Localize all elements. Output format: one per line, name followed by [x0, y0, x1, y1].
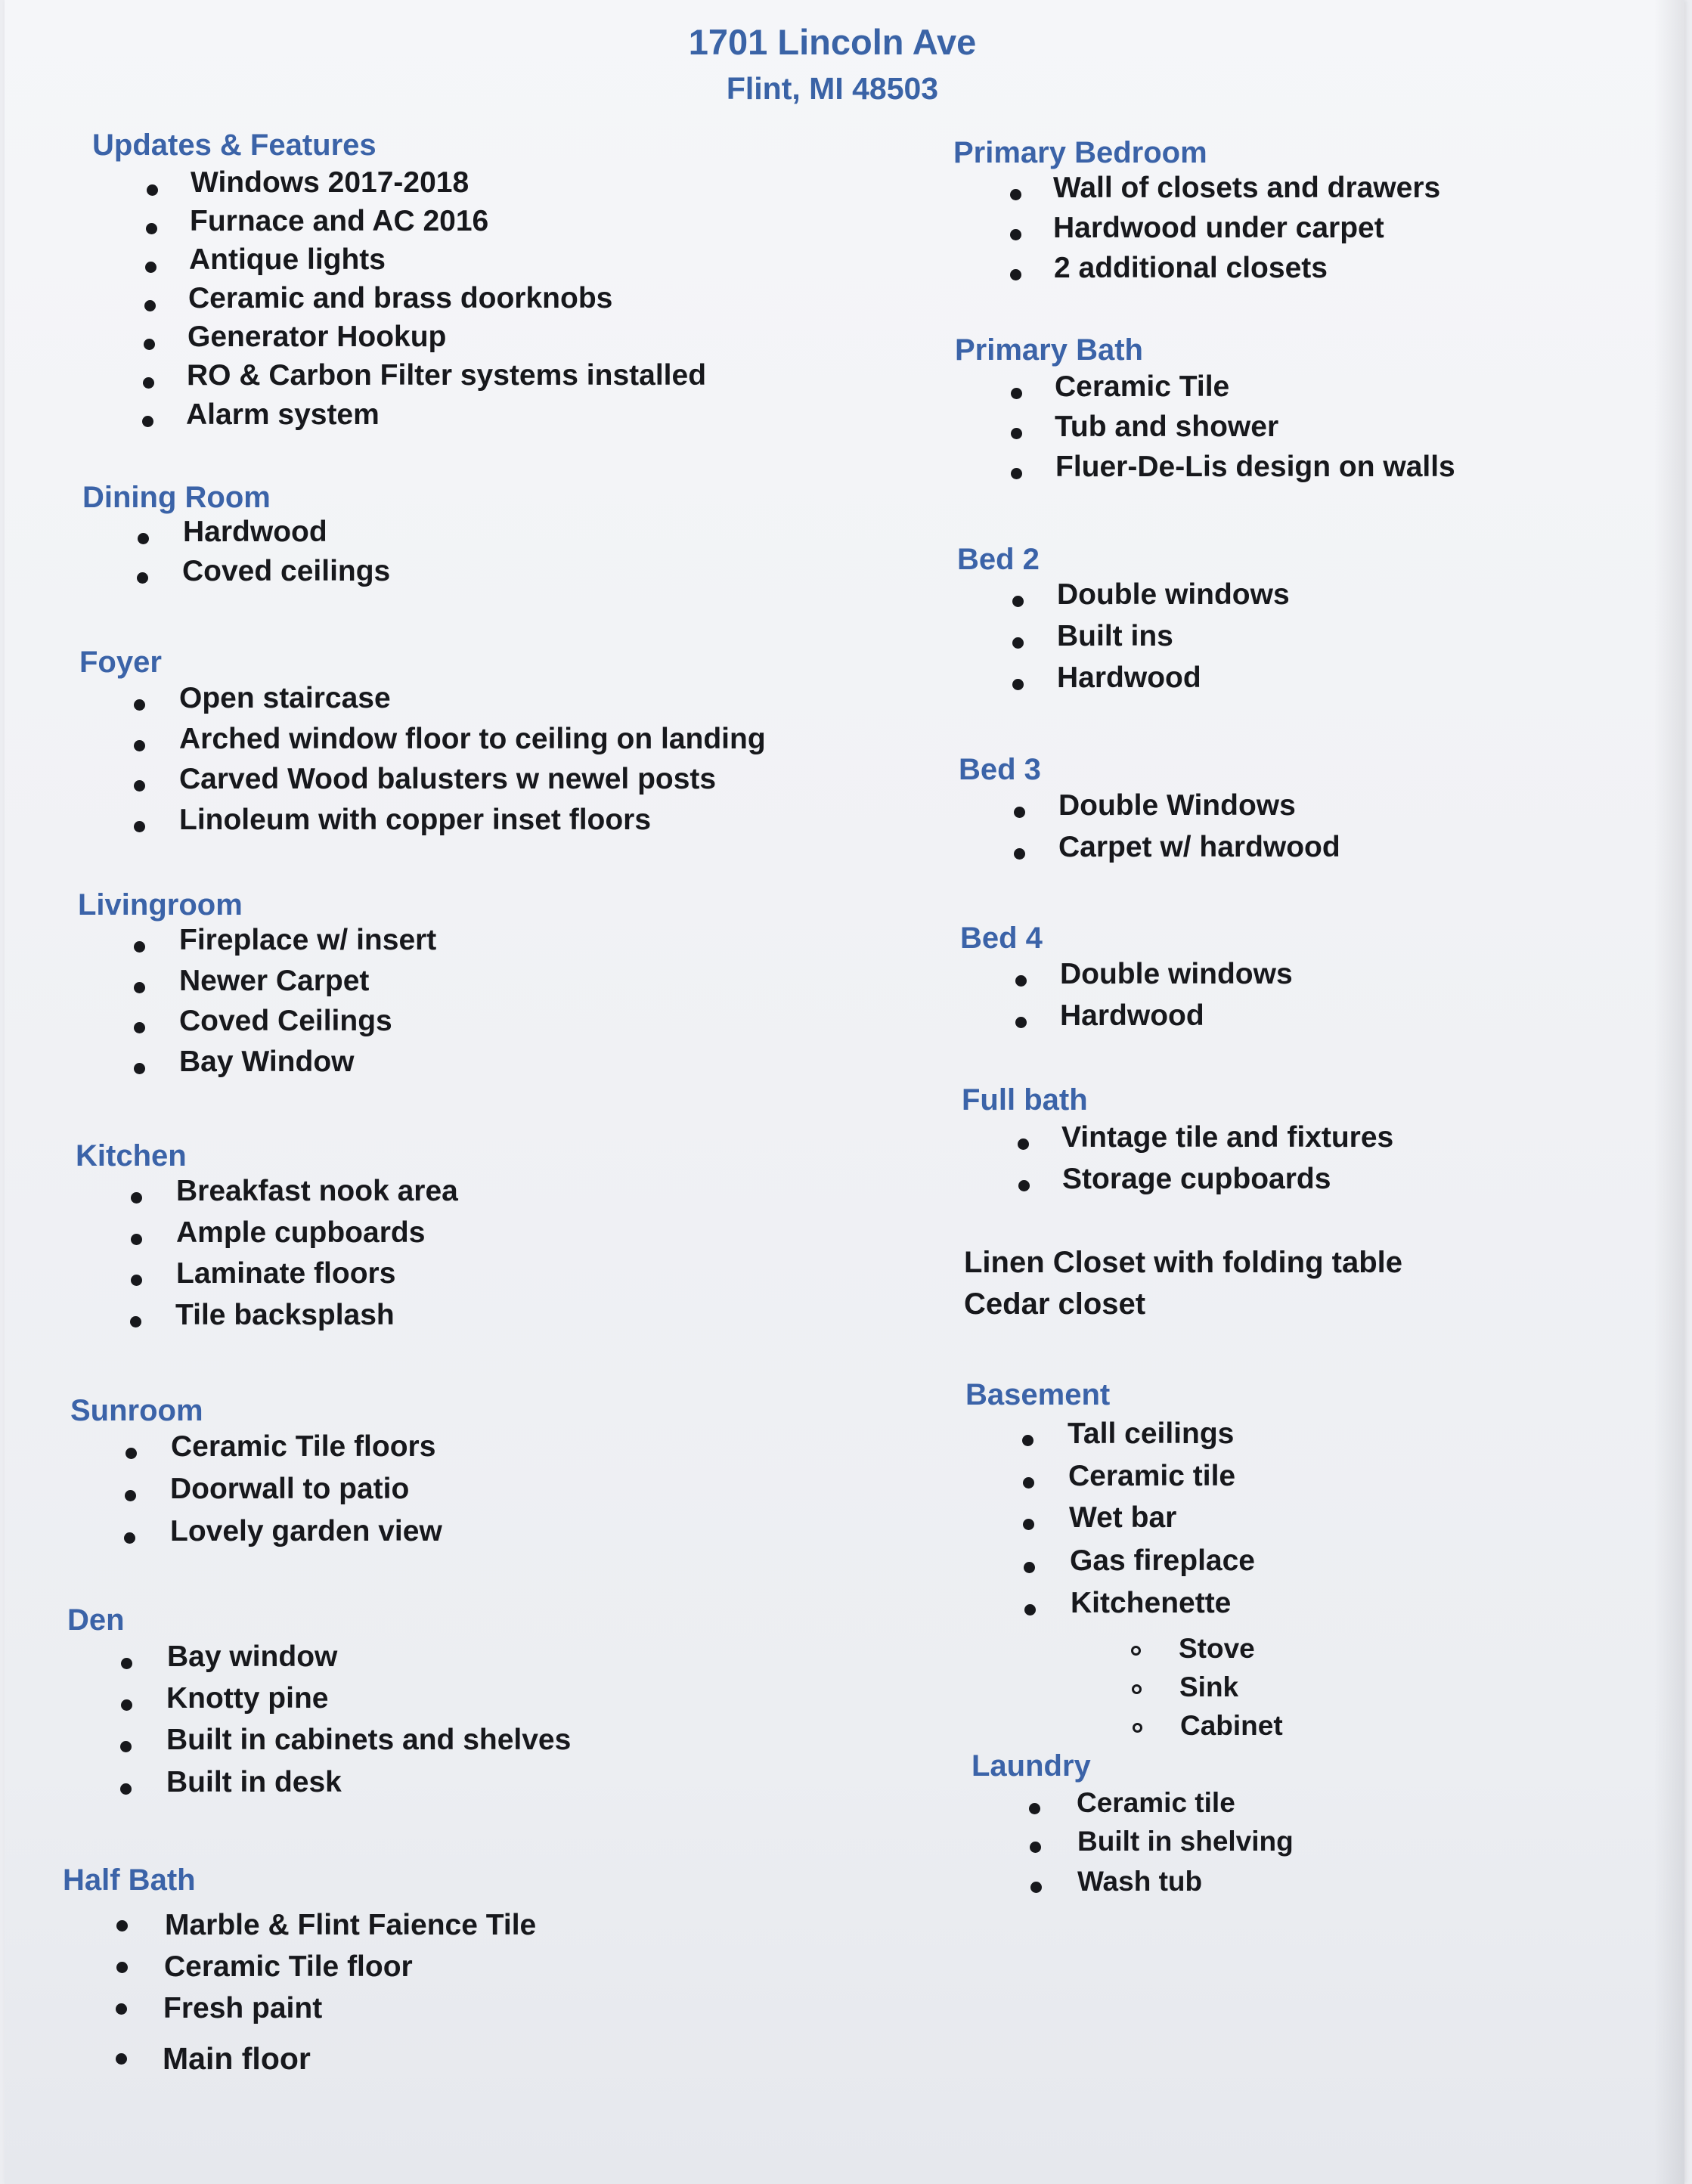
section-heading-livingroom: Livingroom	[78, 888, 243, 922]
list-item: Coved Ceilings	[179, 1005, 392, 1037]
list-item: Ceramic and brass doorknobs	[188, 282, 613, 314]
bullet-icon	[1030, 1882, 1042, 1893]
section-heading-laundry: Laundry	[972, 1749, 1091, 1783]
list-item: Double windows	[1057, 578, 1290, 611]
list-item: Tub and shower	[1055, 410, 1279, 443]
sub-bullet-icon	[1132, 1684, 1142, 1694]
list-item: Arched window floor to ceiling on landing	[179, 723, 766, 755]
bullet-icon	[126, 1448, 137, 1459]
list-item: Built in cabinets and shelves	[166, 1724, 572, 1756]
list-item: Doorwall to patio	[170, 1473, 410, 1505]
bullet-icon	[1018, 1138, 1029, 1150]
list-item: Hardwood under carpet	[1053, 212, 1384, 244]
list-item: Alarm system	[186, 398, 380, 431]
bullet-icon	[1029, 1803, 1040, 1814]
section-heading-sunroom: Sunroom	[70, 1394, 203, 1427]
bullet-icon	[130, 1316, 141, 1327]
list-item: Ceramic tile	[1077, 1787, 1235, 1818]
bullet-icon	[121, 1658, 132, 1669]
list-item: Fluer-De-Lis design on walls	[1055, 451, 1455, 483]
list-item: Wash tub	[1077, 1866, 1203, 1897]
section-heading-kitchen: Kitchen	[76, 1139, 187, 1173]
list-item: Bay window	[167, 1640, 338, 1673]
list-item: Hardwood	[1057, 661, 1201, 694]
bullet-icon	[134, 740, 145, 751]
bullet-icon	[134, 1063, 145, 1074]
bullet-icon	[134, 780, 145, 792]
list-item: Ample cupboards	[176, 1216, 426, 1249]
bullet-icon	[1010, 269, 1021, 280]
bullet-icon	[1023, 1477, 1034, 1489]
bullet-icon	[116, 2003, 127, 2015]
section-heading-dining: Dining Room	[82, 481, 271, 514]
list-item: Antique lights	[189, 243, 386, 276]
bullet-icon	[131, 1192, 142, 1204]
list-item: Knotty pine	[166, 1682, 329, 1715]
bullet-icon	[116, 1962, 128, 1973]
bullet-icon	[1012, 637, 1024, 649]
list-item: Built ins	[1057, 620, 1173, 652]
list-item: Bay Window	[179, 1046, 355, 1078]
section-heading-bed-2: Bed 2	[957, 543, 1040, 576]
bullet-icon	[116, 2053, 127, 2065]
section-heading-bed-4: Bed 4	[960, 922, 1043, 955]
bullet-icon	[134, 941, 145, 953]
section-heading-den: Den	[67, 1603, 125, 1637]
bullet-icon	[1014, 807, 1025, 818]
list-item: Wet bar	[1069, 1501, 1177, 1534]
bullet-icon	[1015, 975, 1027, 987]
bullet-icon	[121, 1699, 132, 1711]
bullet-icon	[147, 184, 158, 196]
list-item: Lovely garden view	[170, 1515, 442, 1547]
list-item: Main floor	[163, 2041, 311, 2076]
bullet-icon	[1011, 428, 1022, 439]
list-item: RO & Carbon Filter systems installed	[187, 359, 707, 392]
list-item: Marble & Flint Faience Tile	[165, 1909, 537, 1941]
list-item: Vintage tile and fixtures	[1061, 1121, 1394, 1154]
list-item: Carpet w/ hardwood	[1058, 831, 1340, 863]
list-item: Storage cupboards	[1062, 1163, 1331, 1195]
list-item: Linoleum with copper inset floors	[179, 804, 652, 836]
bullet-icon	[144, 300, 156, 311]
bullet-icon	[1024, 1604, 1036, 1616]
bullet-icon	[143, 377, 154, 389]
bullet-icon	[1011, 468, 1022, 479]
list-item: Double Windows	[1058, 789, 1296, 822]
bullet-icon	[137, 572, 148, 584]
list-item: Breakfast nook area	[176, 1175, 458, 1207]
document-page	[5, 0, 1684, 2184]
list-item: Coved ceilings	[182, 555, 391, 587]
bullet-icon	[142, 416, 153, 427]
sub-list-item: Stove	[1179, 1633, 1255, 1664]
bullet-icon	[144, 339, 155, 350]
section-heading-updates: Updates & Features	[92, 129, 377, 162]
list-item: Fresh paint	[163, 1992, 323, 2024]
section-heading-primary-bath: Primary Bath	[955, 333, 1143, 367]
list-item: Ceramic Tile floor	[164, 1950, 413, 1983]
bullet-icon	[1011, 388, 1022, 399]
bullet-icon	[134, 821, 145, 832]
bullet-icon	[1012, 596, 1024, 607]
bullet-icon	[138, 533, 149, 544]
section-heading-bed-3: Bed 3	[959, 753, 1041, 786]
list-item: Carved Wood balusters w newel posts	[179, 763, 717, 795]
address-title: 1701 Lincoln Ave	[688, 22, 977, 62]
bullet-icon	[1010, 189, 1021, 200]
bullet-icon	[1022, 1435, 1033, 1446]
list-item: Hardwood	[183, 516, 327, 548]
list-item: Open staircase	[179, 682, 391, 714]
list-item: Gas fireplace	[1070, 1544, 1255, 1577]
list-item: Laminate floors	[176, 1257, 396, 1290]
bullet-icon	[124, 1532, 135, 1544]
list-item: Ceramic Tile floors	[171, 1430, 436, 1463]
list-item: Windows 2017-2018	[191, 166, 469, 199]
list-item: Wall of closets and drawers	[1053, 172, 1441, 204]
bullet-icon	[1023, 1519, 1034, 1530]
bullet-icon	[125, 1490, 136, 1501]
bullet-icon	[134, 982, 145, 993]
bullet-icon	[1014, 848, 1025, 860]
bullet-icon	[131, 1234, 142, 1245]
section-heading-primary-bedroom: Primary Bedroom	[953, 136, 1207, 169]
sub-list-item: Sink	[1179, 1671, 1239, 1702]
bullet-icon	[134, 1022, 145, 1033]
note-cedar-closet: Cedar closet	[964, 1287, 1146, 1321]
list-item: Hardwood	[1060, 999, 1204, 1032]
section-heading-basement: Basement	[965, 1378, 1111, 1411]
bullet-icon	[146, 223, 157, 234]
list-item: 2 additional closets	[1054, 252, 1328, 284]
sub-bullet-icon	[1133, 1723, 1142, 1733]
note-linen-closet: Linen Closet with folding table	[964, 1246, 1402, 1279]
list-item: Built in desk	[166, 1766, 342, 1798]
section-heading-foyer: Foyer	[79, 646, 162, 679]
list-item: Newer Carpet	[179, 965, 370, 997]
bullet-icon	[1030, 1842, 1041, 1853]
bullet-icon	[1010, 229, 1021, 240]
bullet-icon	[116, 1920, 128, 1932]
list-item: Ceramic tile	[1068, 1460, 1236, 1492]
list-item: Tall ceilings	[1068, 1417, 1235, 1450]
sub-list-item: Cabinet	[1180, 1710, 1283, 1741]
section-heading-half-bath: Half Bath	[63, 1863, 196, 1897]
list-item: Ceramic Tile	[1055, 370, 1230, 403]
list-item: Double windows	[1060, 958, 1293, 990]
city-subtitle: Flint, MI 48503	[726, 71, 939, 106]
bullet-icon	[1018, 1180, 1030, 1191]
bullet-icon	[1024, 1562, 1035, 1573]
bullet-icon	[1012, 679, 1024, 690]
bullet-icon	[134, 699, 145, 711]
list-item: Tile backsplash	[175, 1299, 395, 1331]
bullet-icon	[120, 1741, 132, 1752]
bullet-icon	[120, 1783, 132, 1795]
list-item: Built in shelving	[1077, 1826, 1294, 1857]
list-item: Kitchenette	[1071, 1587, 1232, 1619]
bullet-icon	[1015, 1017, 1027, 1028]
list-item: Furnace and AC 2016	[190, 205, 489, 237]
bullet-icon	[131, 1275, 142, 1286]
list-item: Generator Hookup	[187, 321, 447, 353]
section-heading-full-bath: Full bath	[962, 1083, 1088, 1117]
bullet-icon	[145, 262, 156, 273]
list-item: Fireplace w/ insert	[179, 924, 437, 956]
sub-bullet-icon	[1131, 1646, 1141, 1656]
